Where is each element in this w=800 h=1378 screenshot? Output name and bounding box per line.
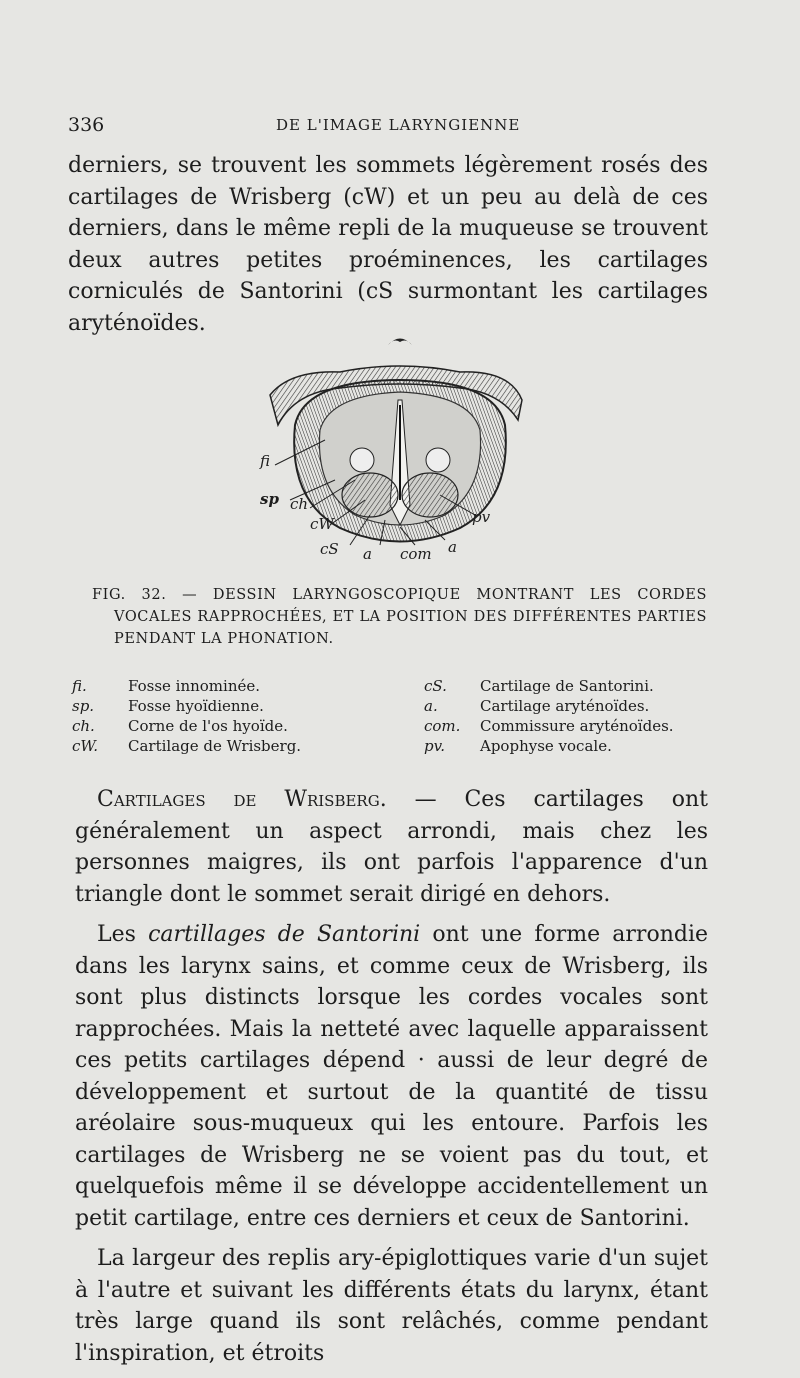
- legend-abbr: cS.: [424, 677, 447, 695]
- label-a-left: a: [363, 545, 372, 563]
- legend-abbr: cW.: [72, 737, 98, 755]
- label-a-right: a: [448, 538, 457, 556]
- legend-row: [72, 716, 712, 736]
- legend-abbr: fi.: [72, 677, 87, 695]
- paragraph-replis: [75, 1243, 708, 1369]
- label-ch: ch: [290, 495, 309, 513]
- legend-desc: Apophyse vocale.: [480, 737, 612, 755]
- laryngoscopic-figure: [250, 330, 540, 575]
- legend-desc: Cartilage aryténoïdes.: [480, 697, 650, 715]
- figure-legend: [72, 676, 712, 756]
- paragraph-text: Ces cartilages ont généralement un aspect arrondi, mais chez les personnes maigres, ils ont parfois l'apparence d'un triangle dont le sommet serait dirigé en dehors.: [75, 787, 708, 907]
- legend-desc: Corne de l'os hyoïde.: [128, 717, 288, 735]
- page-number: 336: [68, 114, 105, 136]
- legend-abbr: sp.: [72, 697, 95, 715]
- legend-row: [72, 736, 712, 756]
- legend-abbr: a.: [424, 697, 438, 715]
- paragraph-text: ont une forme arrondie dans les larynx sains, et comme ceux de Wrisberg, ils sont plus distincts lorsque les cordes vocales sont rapprochées. Mais la netteté avec laquelle apparaissent ces petits cartilages dépend · aussi de leur degré de développement et surtout de la quantité de tissu aréolaire sous-muqueux qui les entoure. Parfois les cartilages de Wrisberg ne se voient pas du tout, et quelquefois même il se développe accidentellement un petit cartilage, entre ces derniers et ceux de Santorini.: [75, 922, 709, 1231]
- intro-paragraph: derniers, se trouvent les sommets légèrement rosés des cartilages de Wrisberg (cW) et un peu au delà de ces derniers, dans le même repli de la muqueuse se trouvent deux autres petites proéminences, les cartilages corniculés de Santorini (cS surmontant les cartilages aryténoïdes.: [68, 153, 708, 336]
- paragraph-santorini: [75, 919, 708, 1234]
- legend-row: [72, 696, 712, 716]
- heading-dash: —: [386, 787, 465, 812]
- label-com: com: [400, 545, 432, 563]
- section-heading: Cartilages de Wrisberg.: [97, 787, 387, 812]
- page-header: [68, 114, 708, 140]
- legend-desc: Commissure aryténoïdes.: [480, 717, 674, 735]
- legend-desc: Fosse innominée.: [128, 677, 261, 695]
- label-cw: cW: [310, 515, 334, 533]
- legend-abbr: com.: [424, 717, 461, 735]
- body-text: [75, 784, 708, 1378]
- legend-desc: Cartilage de Wrisberg.: [128, 737, 302, 755]
- larynx-illustration: [250, 330, 540, 575]
- label-sp: sp: [260, 490, 279, 508]
- label-pv: pv: [472, 508, 491, 526]
- legend-abbr: pv.: [424, 737, 446, 755]
- running-head: DE L'IMAGE LARYNGIENNE: [276, 116, 521, 134]
- label-cs: cS: [320, 540, 339, 558]
- legend-desc: Cartilage de Santorini.: [480, 677, 654, 695]
- paragraph-wrisberg: [75, 784, 708, 910]
- legend-abbr: ch.: [72, 717, 95, 735]
- figure-caption: FIG. 32. — DESSIN LARYNGOSCOPIQUE MONTRANT LES CORDES VOCALES RAPPROCHÉES, ET LA POSITION DES DIFFÉRENTES PARTIES PENDANT LA PHONATION.: [92, 587, 707, 647]
- paragraph-text: La largeur des replis ary-épiglottiques varie d'un sujet à l'autre et suivant les différents états du larynx, étant très large quand ils sont relâchés, comme pendant l'inspiration, et étroits: [75, 1246, 708, 1366]
- paragraph-lead: Les: [97, 922, 149, 947]
- italic-term: cartillages de Santorini: [148, 922, 421, 947]
- legend-row: [72, 676, 712, 696]
- legend-desc: Fosse hyoïdienne.: [128, 697, 264, 715]
- label-fi: fi: [260, 452, 271, 470]
